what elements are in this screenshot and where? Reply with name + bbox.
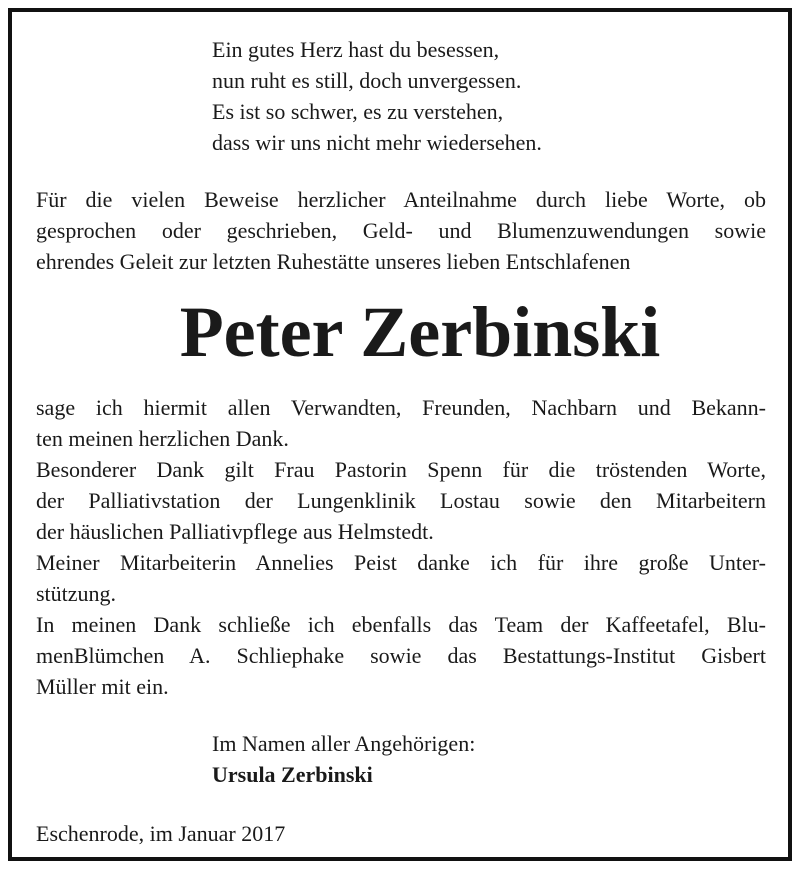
body-line: In meinen Dank schließe ich ebenfalls das Team der Kaffeetafel, Blu- (36, 612, 766, 637)
body-line: der häuslichen Palliativpflege aus Helmstedt. (36, 519, 434, 544)
poem-line: Ein gutes Herz hast du besessen, (212, 37, 500, 62)
memorial-poem (212, 34, 542, 158)
intro-line: ehrendes Geleit zur letzten Ruhestätte unseres lieben Entschlafenen (36, 249, 631, 274)
thanks-paragraph (36, 392, 766, 702)
poem-line: dass wir uns nicht mehr wiedersehen. (212, 130, 542, 155)
body-line: Müller mit ein. (36, 674, 169, 699)
poem-line: nun ruht es still, doch unvergessen. (212, 68, 522, 93)
on-behalf-text: Im Namen aller Angehörigen: (212, 731, 476, 756)
intro-line: gesprochen oder geschrieben, Geld- und Blumenzuwendungen sowie (36, 218, 766, 243)
body-line: Meiner Mitarbeiterin Annelies Peist danke ich für ihre große Unter- (36, 550, 766, 575)
body-line: ten meinen herzlichen Dank. (36, 426, 289, 451)
deceased-name: Peter Zerbinski (179, 292, 661, 372)
body-line: der Palliativstation der Lungenklinik Lostau sowie den Mitarbeitern (36, 488, 766, 513)
body-line: menBlümchen A. Schliephake sowie das Bestattungs-Institut Gisbert (36, 643, 766, 668)
intro-line: Für die vielen Beweise herzlicher Anteilnahme durch liebe Worte, ob (36, 187, 766, 212)
obituary-notice (8, 8, 792, 861)
intro-paragraph (36, 184, 766, 277)
body-line: sage ich hiermit allen Verwandten, Freunden, Nachbarn und Bekann- (36, 395, 766, 420)
signer-name: Ursula Zerbinski (212, 762, 373, 787)
poem-line: Es ist so schwer, es zu verstehen, (212, 99, 504, 124)
body-line: stützung. (36, 581, 117, 606)
signoff (212, 728, 475, 790)
body-line: Besonderer Dank gilt Frau Pastorin Spenn für die tröstenden Worte, (36, 457, 766, 482)
place-and-date: Eschenrode, im Januar 2017 (36, 821, 286, 846)
